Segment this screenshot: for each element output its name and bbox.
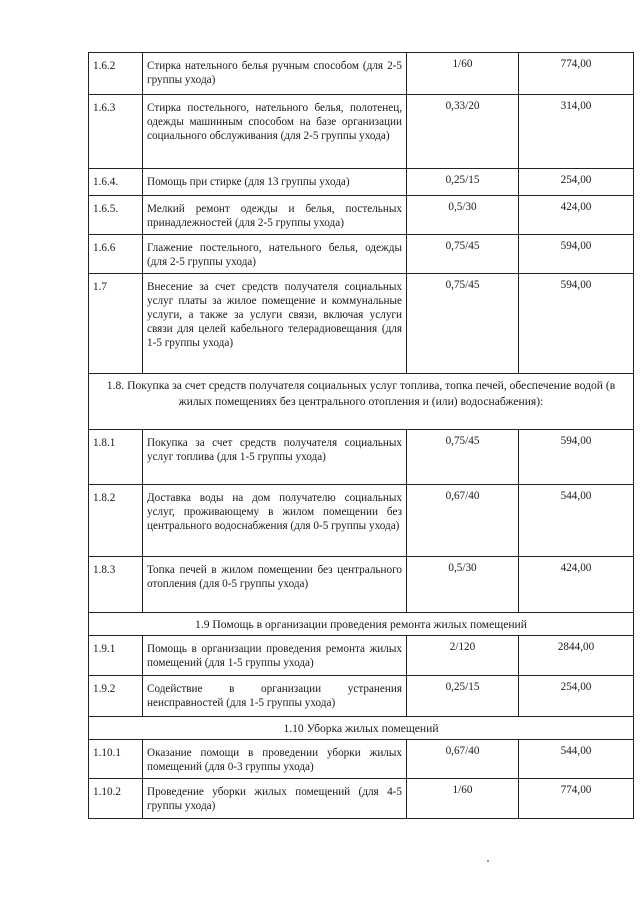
item-number: 1.9.1	[89, 636, 143, 675]
table-row	[89, 196, 634, 235]
section-header-row	[89, 717, 634, 740]
service-price: 594,00	[560, 279, 592, 291]
item-number: 1.6.4.	[89, 169, 143, 195]
table-row	[89, 169, 634, 196]
service-description: Топка печей в жилом помещении без центрального отопления (для 0-5 группы ухода)	[143, 557, 407, 612]
scan-speck	[487, 860, 489, 862]
table-row	[89, 53, 634, 95]
table-row	[89, 740, 634, 779]
service-description: Покупка за счет средств получателя социальных услуг топлива (для 1-5 группы ухода)	[143, 430, 407, 484]
service-description: Оказание помощи в проведении уборки жилых помещений (для 0-3 группы ухода)	[143, 740, 407, 778]
item-number: 1.6.3	[89, 95, 143, 168]
service-price: 774,00	[560, 58, 592, 70]
service-description: Внесение за счет средств получателя социальных услуг платы за жилое помещение и коммунальные услуги, а также за услуги связи, включая услуги связи для целей кабельного телерадиовещания (для 1-5 группы ухода)	[143, 274, 407, 373]
time-norm: 0,75/45	[407, 430, 519, 484]
table-row	[89, 636, 634, 676]
service-description: Глажение постельного, нательного белья, одежды (для 2-5 группы ухода)	[143, 235, 407, 273]
time-norm: 1/60	[407, 53, 519, 94]
service-price: 594,00	[560, 240, 592, 252]
service-price: 544,00	[560, 490, 592, 502]
service-price: 254,00	[560, 681, 592, 693]
service-price: 774,00	[560, 784, 592, 796]
item-number: 1.6.2	[89, 53, 143, 94]
service-description: Доставка воды на дом получателю социальных услуг, проживающему в жилом помещении без центрального водоснабжения (для 0-5 группы ухода)	[143, 485, 407, 556]
service-price: 424,00	[560, 201, 592, 213]
service-description: Стирка постельного, нательного белья, полотенец, одежды машинным способом на базе организации социального обслуживания (для 2-5 группы ухода)	[143, 95, 407, 168]
time-norm: 0,5/30	[407, 196, 519, 234]
service-price: 314,00	[560, 100, 592, 112]
item-number: 1.7	[89, 274, 143, 373]
item-number: 1.10.2	[89, 779, 143, 818]
service-description: Содействие в организации устранения неисправностей (для 1-5 группы ухода)	[143, 676, 407, 716]
time-norm: 0,5/30	[407, 557, 519, 612]
time-norm: 1/60	[407, 779, 519, 818]
service-description: Помощь в организации проведения ремонта жилых помещений (для 1-5 группы ухода)	[143, 636, 407, 675]
item-number: 1.10.1	[89, 740, 143, 778]
table-row	[89, 557, 634, 613]
service-price: 424,00	[560, 562, 592, 574]
service-description: Проведение уборки жилых помещений (для 4-5 группы ухода)	[143, 779, 407, 818]
service-description: Мелкий ремонт одежды и белья, постельных принадлежностей (для 2-5 группы ухода)	[143, 196, 407, 234]
time-norm: 0,25/15	[407, 676, 519, 716]
item-number: 1.8.3	[89, 557, 143, 612]
section-header-row	[89, 613, 634, 636]
table-row	[89, 779, 634, 819]
item-number: 1.8.2	[89, 485, 143, 556]
service-description: Помощь при стирке (для 13 группы ухода)	[143, 169, 407, 195]
time-norm: 0,33/20	[407, 95, 519, 168]
section-title: 1.10 Уборка жилых помещений	[283, 722, 439, 735]
time-norm: 0,75/45	[407, 274, 519, 373]
section-header-row	[89, 374, 634, 430]
time-norm: 0,75/45	[407, 235, 519, 273]
time-norm: 0,67/40	[407, 485, 519, 556]
table-row	[89, 485, 634, 557]
table-row	[89, 95, 634, 169]
service-price: 544,00	[560, 745, 592, 757]
table-row	[89, 430, 634, 485]
item-number: 1.6.6	[89, 235, 143, 273]
section-title: 1.9 Помощь в организации проведения ремонта жилых помещений	[195, 618, 527, 631]
services-table	[88, 52, 634, 819]
table-row	[89, 274, 634, 374]
service-price: 594,00	[560, 435, 592, 447]
section-title: 1.8. Покупка за счет средств получателя социальных услуг топлива, топка печей, обеспечение водой (в жилых помещениях без центрального отопления и (или) водоснабжения):	[106, 379, 616, 408]
service-price: 254,00	[560, 174, 592, 186]
item-number: 1.9.2	[89, 676, 143, 716]
service-description: Стирка нательного белья ручным способом (для 2-5 группы ухода)	[143, 53, 407, 94]
time-norm: 0,25/15	[407, 169, 519, 195]
table-row	[89, 235, 634, 274]
item-number: 1.6.5.	[89, 196, 143, 234]
item-number: 1.8.1	[89, 430, 143, 484]
time-norm: 2/120	[407, 636, 519, 675]
table-row	[89, 676, 634, 717]
service-price: 2844,00	[557, 641, 595, 653]
time-norm: 0,67/40	[407, 740, 519, 778]
